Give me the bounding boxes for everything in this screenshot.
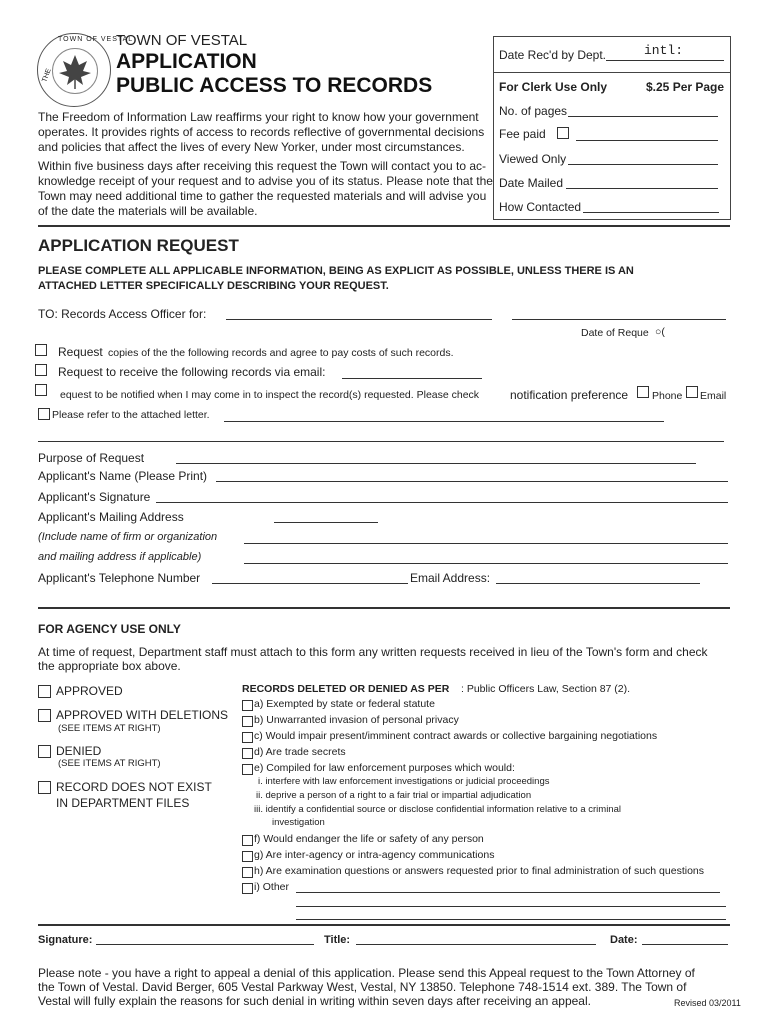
seal-text-top: TOWN OF VESTAL	[58, 36, 134, 43]
reason-e-checkbox[interactable]	[242, 764, 253, 775]
email-address-label: Email Address:	[410, 571, 491, 585]
no-record-label: RECORD DOES NOT EXIST	[56, 780, 212, 794]
to-label: TO: Records Access Officer for:	[38, 307, 207, 321]
other-field-3[interactable]	[296, 919, 726, 920]
email-records-checkbox[interactable]	[35, 364, 47, 376]
deleted-heading: RECORDS DELETED OR DENIED AS PER	[242, 683, 450, 695]
reason-b-label: b) Unwarranted invasion of personal privacy	[254, 714, 459, 726]
mailing-address-field[interactable]	[274, 522, 378, 523]
email-records-field[interactable]	[342, 378, 482, 379]
applicant-signature-field[interactable]	[156, 502, 728, 503]
attached-letter-field[interactable]	[224, 421, 664, 422]
leaf-emblem	[52, 48, 98, 94]
records-officer-field[interactable]	[226, 319, 492, 320]
date-of-request-label: Date of Reque	[581, 327, 649, 339]
application-request-heading: APPLICATION REQUEST	[38, 236, 239, 255]
viewed-only-field[interactable]	[568, 164, 718, 165]
mailing-address-field-2[interactable]	[244, 543, 728, 544]
reason-e-sub: investigation	[272, 817, 325, 828]
mailing-address-field-3[interactable]	[244, 563, 728, 564]
fee-paid-field[interactable]	[576, 140, 718, 141]
reason-g-checkbox[interactable]	[242, 851, 253, 862]
date-label: Date:	[610, 934, 638, 946]
deleted-law: : Public Officers Law, Section 87 (2).	[461, 683, 631, 695]
denied-checkbox[interactable]	[38, 745, 51, 758]
date-recd-value[interactable]: intl:	[644, 43, 684, 58]
no-pages-field[interactable]	[568, 116, 718, 117]
applicant-name-label: Applicant's Name (Please Print)	[38, 469, 208, 483]
reason-e-label: e) Compiled for law enforcement purposes which would:	[254, 762, 515, 774]
circle-icon: ○(	[655, 326, 665, 338]
appeal-note: Please note - you have a right to appeal a denial of this application. Please send this Appeal request to the Town Attorney of	[38, 966, 695, 980]
reason-f-label: f) Would endanger the life or safety of any person	[254, 833, 484, 845]
phone-label: Phone	[652, 390, 683, 402]
reason-e-sub: i. interfere with law enforcement investigations or judicial proceedings	[258, 776, 550, 787]
option-request-label: Request	[58, 345, 103, 359]
how-contacted-field[interactable]	[583, 212, 719, 213]
signature-field[interactable]	[96, 944, 314, 945]
intro-line: knowledge receipt of your request and to advise you of its status. Please note that the	[38, 174, 493, 188]
how-contacted-label: How Contacted	[499, 200, 582, 214]
date-mailed-field[interactable]	[566, 188, 718, 189]
applicant-signature-label: Applicant's Signature	[38, 490, 151, 504]
include-note: (Include name of firm or organization	[38, 531, 218, 543]
other-field[interactable]	[296, 892, 720, 893]
request-extra-line[interactable]	[38, 441, 724, 442]
clerk-use-label: For Clerk Use Only	[499, 80, 608, 94]
option-inspect-label: equest to be notified when I may come in to inspect the record(s) requested. Please check	[60, 389, 480, 401]
option-email-label: Request to receive the following records via email:	[58, 365, 326, 379]
title-application: APPLICATION	[116, 50, 257, 73]
instruction-line: ATTACHED LETTER SPECIFICALLY DESCRIBING YOUR REQUEST.	[38, 280, 389, 292]
signature-label: Signature:	[38, 934, 93, 946]
intro-line: operates. It provides rights of access to records reflective of governmental decisions	[38, 125, 485, 139]
per-page-label: $.25 Per Page	[646, 80, 725, 94]
intro-line: The Freedom of Information Law reaffirms your right to know how your government	[38, 110, 479, 124]
approved-deletions-checkbox[interactable]	[38, 709, 51, 722]
section-divider	[38, 924, 730, 926]
reason-e-sub: ii. deprive a person of a right to a fair trial or impartial adjudication	[256, 790, 532, 801]
date-recd-line	[606, 60, 724, 61]
email-address-field[interactable]	[496, 583, 700, 584]
title-public-access: PUBLIC ACCESS TO RECORDS	[116, 74, 433, 97]
revised-note: Revised 03/2011	[674, 998, 741, 1008]
reason-i-label: i) Other	[254, 881, 290, 893]
reason-d-label: d) Are trade secrets	[254, 746, 346, 758]
reason-e-sub: iii. identify a confidential source or disclose confidential information relative to a criminal	[254, 804, 621, 815]
date-mailed-label: Date Mailed	[499, 176, 564, 190]
section-divider	[38, 607, 730, 609]
purpose-field[interactable]	[176, 463, 696, 464]
approved-deletions-label: APPROVED WITH DELETIONS	[56, 708, 229, 722]
fee-paid-checkbox[interactable]	[557, 127, 569, 139]
reason-c-checkbox[interactable]	[242, 732, 253, 743]
reason-f-checkbox[interactable]	[242, 835, 253, 846]
reason-b-checkbox[interactable]	[242, 716, 253, 727]
telephone-label: Applicant's Telephone Number	[38, 571, 201, 585]
date-of-request-field[interactable]	[512, 319, 726, 320]
intro-line: of the date the materials will be available.	[38, 204, 258, 218]
reason-d-checkbox[interactable]	[242, 748, 253, 759]
reason-c-label: c) Would impair present/imminent contract awards or collective bargaining negotiations	[254, 730, 658, 742]
purpose-label: Purpose of Request	[38, 451, 145, 465]
viewed-only-label: Viewed Only	[499, 152, 567, 166]
other-field-2[interactable]	[296, 906, 726, 907]
reason-h-checkbox[interactable]	[242, 867, 253, 878]
email-checkbox[interactable]	[686, 386, 698, 398]
date-recd-label: Date Rec'd by Dept.	[499, 48, 607, 62]
date-field[interactable]	[642, 944, 728, 945]
clerk-box-divider	[493, 72, 730, 73]
town-name: TOWN OF VESTAL	[116, 32, 248, 49]
intro-line: Town may need additional time to gather the requested materials and will advise you	[38, 189, 487, 203]
reason-a-checkbox[interactable]	[242, 700, 253, 711]
town-seal	[37, 33, 134, 107]
option-copies-label: copies of the the following records and agree to pay costs of such records.	[108, 347, 454, 359]
appeal-note: the Town of Vestal. David Berger, 605 Vestal Parkway West, Vestal, NY 13850. Telephone 748-1514 ext. 389. The Town of	[38, 980, 687, 994]
reason-a-label: a) Exempted by state or federal statute	[254, 698, 435, 710]
reason-i-checkbox[interactable]	[242, 883, 253, 894]
reason-g-label: g) Are inter-agency or intra-agency communications	[254, 849, 495, 861]
intro-line: Within five business days after receiving this request the Town will contact you to ac-	[38, 159, 486, 173]
email-pref-label: Email	[700, 390, 727, 402]
fee-paid-label: Fee paid	[499, 127, 546, 141]
copies-checkbox[interactable]	[35, 344, 47, 356]
intro-line: and policies that affect the lives of every New Yorker, under most circumstances.	[38, 140, 465, 154]
denied-label: DENIED	[56, 744, 102, 758]
see-items-note: (SEE ITEMS AT RIGHT)	[58, 758, 161, 769]
reason-h-label: h) Are examination questions or answers requested prior to final administration of such questions	[254, 865, 704, 877]
inspect-checkbox[interactable]	[35, 384, 47, 396]
no-pages-label: No. of pages	[499, 104, 568, 118]
include-note: and mailing address if applicable)	[38, 551, 202, 563]
section-divider	[38, 225, 730, 227]
agency-note: the appropriate box above.	[38, 659, 181, 673]
title-field[interactable]	[356, 944, 596, 945]
agency-heading: FOR AGENCY USE ONLY	[38, 622, 181, 636]
option-attached-label: Please refer to the attached letter.	[52, 409, 210, 421]
no-record-label: IN DEPARTMENT FILES	[56, 796, 190, 810]
instruction-line: PLEASE COMPLETE ALL APPLICABLE INFORMATION, BEING AS EXPLICIT AS POSSIBLE, UNLESS THERE IS AN	[38, 265, 634, 277]
approved-label: APPROVED	[56, 684, 123, 698]
agency-note: At time of request, Department staff must attach to this form any written requests received in lieu of the Town's form and check	[38, 645, 708, 659]
approved-checkbox[interactable]	[38, 685, 51, 698]
no-record-checkbox[interactable]	[38, 781, 51, 794]
title-label: Title:	[324, 934, 351, 946]
seal-text-bottom: THE	[41, 67, 53, 84]
applicant-name-field[interactable]	[216, 481, 728, 482]
see-items-note: (SEE ITEMS AT RIGHT)	[58, 723, 161, 734]
mailing-address-label: Applicant's Mailing Address	[38, 510, 184, 524]
appeal-note: Vestal will fully explain the reasons for such denial in writing within seven days after receiving an appeal.	[38, 994, 591, 1008]
telephone-field[interactable]	[212, 583, 408, 584]
attached-letter-checkbox[interactable]	[38, 408, 50, 420]
notification-preference-label: notification preference	[510, 388, 629, 402]
phone-checkbox[interactable]	[637, 386, 649, 398]
